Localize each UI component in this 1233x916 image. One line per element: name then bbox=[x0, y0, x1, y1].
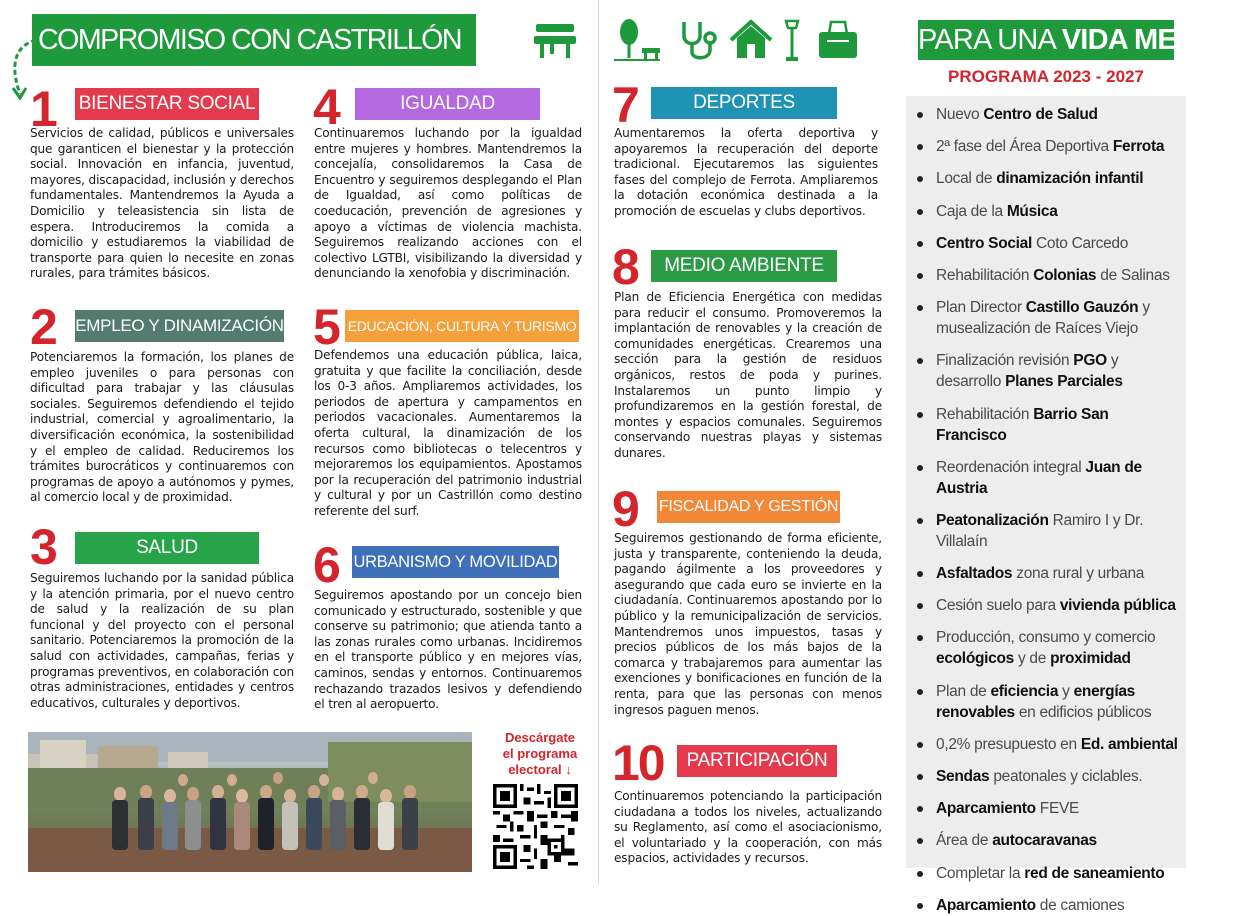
qr-code[interactable] bbox=[493, 784, 578, 869]
ballot-box-icon bbox=[815, 18, 861, 62]
tree-icon bbox=[612, 18, 662, 62]
section-title-deportes: DEPORTES bbox=[651, 87, 837, 119]
section-title-bienestar: BIENESTAR SOCIAL bbox=[75, 88, 259, 120]
right-subtitle: PROGRAMA 2023 - 2027 bbox=[948, 67, 1144, 86]
section-text-participacion: Continuaremos potenciando la participación ciudadana a todos los niveles, actualizando su Reglamento, así como el asociacionismo, el voluntariado y la cooperación, con más espacios, actividades y recursos. bbox=[614, 789, 882, 866]
program-list-item bbox=[914, 201, 1178, 222]
program-item-highlight: Música bbox=[1006, 202, 1058, 220]
section-text-educacion: Defendemos una educación pública, laica, gratuita y que facilite la conciliación, desde los 0-3 años. Ampliaremos actividades, los periodos de apertura y campamentos en periodos vacacionales. Aumentaremos la oferta cultural, la dinamización de los recursos como bibliotecas o telecentros y mejoraremos los equipamientos. Apostamos por la recuperación del patrimonio industrial y cultural y por un Castrillón como destino referente del surf. bbox=[314, 348, 582, 518]
program-item-highlight: Ferrota bbox=[1112, 138, 1165, 156]
section-title-salud: SALUD bbox=[75, 532, 259, 564]
program-list-item bbox=[914, 168, 1178, 189]
program-item-highlight: Juan de Austria bbox=[936, 458, 1142, 497]
program-list-item bbox=[914, 830, 1178, 851]
section-number: 2 bbox=[30, 299, 56, 355]
download-line: Descárgate bbox=[504, 730, 576, 745]
section-number: 8 bbox=[612, 239, 638, 295]
program-item-text: en edificios públicos bbox=[1014, 703, 1152, 721]
program-item-text: Finalización revisión bbox=[936, 352, 1074, 370]
program-item-highlight: Colonias bbox=[1033, 266, 1097, 284]
page-title: COMPROMISO CON CASTRILLÓN bbox=[32, 14, 476, 66]
program-item-text: y bbox=[1058, 682, 1074, 700]
program-item-text: 2ª fase del Área Deportiva bbox=[936, 138, 1113, 156]
section-title-medio: MEDIO AMBIENTE bbox=[651, 250, 837, 282]
program-list-item bbox=[914, 404, 1178, 446]
section-text-deportes: Aumentaremos la oferta deportiva y apoyaremos la recuperación del deporte tradicional. Ejecutaremos las siguientes fases del complejo de Ferrota. Ampliaremos la dotación económica destinada a la promoción de escuelas y clubs deportivos. bbox=[614, 126, 878, 218]
program-list-item bbox=[914, 457, 1178, 499]
program-item-text: Área de bbox=[936, 832, 993, 850]
program-item-text: peatonales y ciclables. bbox=[989, 768, 1143, 785]
streetlamp-icon bbox=[780, 18, 804, 62]
program-item-highlight: Peatonalización bbox=[936, 511, 1049, 529]
program-list-item bbox=[914, 863, 1178, 884]
download-line: el programa bbox=[502, 746, 578, 761]
right-title-light: PARA UNA bbox=[918, 24, 1062, 56]
section-text-empleo: Potenciaremos la formación, los planes de empleo juveniles o para personas con dificultad para trabajar y las cláusulas sociales. Seguiremos defendiendo el tejido industrial, comercial y agroalimentario, la diversificación económica, la sostenibilidad y el empleo de calidad. Reduciremos los trámites burocráticos y continuaremos con programas de apoyo a autónomos y pymes, al comercio local y de proximidad. bbox=[30, 350, 294, 505]
program-list bbox=[906, 96, 1186, 916]
section-title-fiscalidad: FISCALIDAD Y GESTIÓN bbox=[657, 491, 840, 523]
download-line-text: electoral bbox=[508, 762, 562, 777]
program-item-highlight: Barrio San Francisco bbox=[936, 405, 1109, 444]
program-item-highlight: ecológicos bbox=[936, 650, 1014, 668]
program-list-item bbox=[914, 563, 1178, 584]
program-item-text: y musealización de Raíces Viejo bbox=[936, 299, 1150, 338]
program-item-highlight: Ed. ambiental bbox=[1080, 735, 1178, 753]
program-item-text: Coto Carcedo bbox=[1032, 234, 1129, 252]
section-title-empleo: EMPLEO Y DINAMIZACIÓN bbox=[75, 310, 284, 342]
download-line bbox=[492, 762, 588, 778]
program-item-text: y desarrollo bbox=[936, 352, 1119, 391]
program-list-item bbox=[914, 265, 1178, 286]
program-item-text: Rehabilitación bbox=[936, 266, 1034, 284]
section-text-bienestar: Servicios de calidad, públicos e universales que garanticen el bienestar y la protección social. Innovación en infancia, juventud, mayores, discapacidad, inclusión y derechos fundamentales. Mantendremos la Ayuda a Domicilio y teleasistencia sin lista de espera. Introduciremos la comida a domicilio y estudiaremos la viabilidad de transporte para quien lo necesite en zonas rurales, para trámites básicos. bbox=[30, 126, 294, 281]
section-title-educacion: EDUCACIÓN, CULTURA Y TURISMO bbox=[345, 310, 579, 342]
group-photo bbox=[28, 732, 472, 872]
section-number: 7 bbox=[612, 77, 638, 133]
program-list-panel bbox=[906, 96, 1186, 914]
program-item-text: Producción, consumo y comercio bbox=[936, 629, 1156, 647]
program-item-highlight: red de saneamiento bbox=[1024, 864, 1165, 882]
program-list-item bbox=[914, 104, 1178, 125]
section-number: 6 bbox=[313, 537, 339, 593]
program-list-item bbox=[914, 510, 1178, 552]
program-list-item bbox=[914, 895, 1178, 916]
program-list-item bbox=[914, 627, 1178, 669]
fold-divider bbox=[598, 0, 599, 885]
program-item-highlight: Centro de Salud bbox=[983, 106, 1098, 123]
program-item-text: Completar la bbox=[936, 864, 1025, 882]
program-item-text: Nuevo bbox=[936, 106, 984, 123]
program-item-text: Plan de bbox=[936, 682, 991, 700]
section-number: 1 bbox=[30, 81, 56, 137]
program-list-item bbox=[914, 766, 1178, 787]
program-item-text: Ramiro I y Dr. Villalaín bbox=[936, 511, 1144, 550]
program-list-item bbox=[914, 233, 1178, 254]
right-title bbox=[918, 20, 1233, 60]
program-item-text: Caja de la bbox=[936, 202, 1007, 220]
program-item-highlight: proximidad bbox=[1050, 650, 1131, 668]
section-number: 10 bbox=[612, 735, 664, 791]
section-text-medio: Plan de Eficiencia Energética con medidas para reducir el consumo. Promoveremos la implantación de renovables y la creación de comunidades energéticas. Crearemos una sección para la gestión de residuos orgánicos, restos de poda y purines. Instalaremos un punto limpio y profundizaremos en la gestión forestal, de montes y espacios comunales. Seguiremos conservando nuestras playas y sistemas dunares. bbox=[614, 290, 882, 460]
section-number: 9 bbox=[612, 481, 638, 537]
program-item-highlight: Centro Social bbox=[936, 234, 1033, 252]
arrow-down-icon: ↓ bbox=[565, 762, 572, 777]
section-number: 5 bbox=[313, 299, 339, 355]
program-list-item bbox=[914, 297, 1178, 339]
program-item-highlight: eficiencia bbox=[990, 682, 1059, 700]
program-item-highlight: Castillo Gauzón bbox=[1025, 299, 1139, 317]
program-item-text: de Salinas bbox=[1096, 266, 1170, 284]
program-item-highlight: vivienda pública bbox=[1059, 597, 1176, 615]
right-title-bold: VIDA MEJOR bbox=[1061, 24, 1233, 56]
section-number: 3 bbox=[30, 519, 56, 575]
program-item-highlight: Asfaltados bbox=[936, 565, 1013, 583]
stethoscope-icon bbox=[676, 18, 720, 62]
program-item-highlight: dinamización infantil bbox=[996, 170, 1144, 188]
program-item-text: Cesión suelo para bbox=[936, 597, 1060, 615]
program-item-text: 0,2% presupuesto en bbox=[936, 735, 1081, 753]
section-text-salud: Seguiremos luchando por la sanidad pública y la atención primaria, por el nuevo centro de salud y la realización de su plan funcional y del proyecto con el personal sanitario. Potenciaremos la promoción de la salud con actividades, campañas, ferias y programas preventivos, en colaboración con otras administraciones, entidades y centros educativos, culturales y deportivos. bbox=[30, 571, 294, 710]
bench-icon bbox=[532, 18, 578, 62]
program-item-text: de camiones bbox=[1035, 896, 1125, 914]
program-list-item bbox=[914, 798, 1178, 819]
program-item-text: FEVE bbox=[1035, 800, 1080, 818]
section-number: 4 bbox=[313, 79, 339, 135]
program-list-item bbox=[914, 595, 1178, 616]
program-list-item bbox=[914, 136, 1178, 157]
download-label bbox=[492, 730, 588, 778]
program-item-highlight: Aparcamiento bbox=[936, 896, 1036, 914]
program-item-highlight: Aparcamiento bbox=[936, 800, 1036, 818]
program-item-text: Local de bbox=[936, 170, 997, 188]
section-title-urbanismo: URBANISMO Y MOVILIDAD bbox=[352, 546, 559, 578]
section-text-igualdad: Continuaremos luchando por la igualdad entre mujeres y hombres. Mantendremos la concejalía, consolidaremos la Casa de Encuentro y seguiremos desplegando el Plan de Igualdad, así como políticas de coeducación, prevención de agresiones y apoyo a víctimas de violencia machista. Seguiremos realizando acciones con el colectivo LGTBI, visibilizando la diversidad y denunciando la xenofobia y discriminación. bbox=[314, 126, 582, 281]
program-item-highlight: Planes Parciales bbox=[1005, 373, 1123, 391]
program-item-highlight: PGO bbox=[1073, 352, 1107, 370]
program-list-item bbox=[914, 350, 1178, 392]
program-item-text: y de bbox=[1013, 650, 1051, 668]
section-text-urbanismo: Seguiremos apostando por un concejo bien comunicado y estructurado, sostenible y que conserve su patrimonio; que atienda tanto a las zonas rurales como urbanas. Incidiremos en el transporte público y en mejores vías, caminos, sendas y entornos. Continuaremos rechazando trazados lesivos y defendiendo el tren al aeropuerto. bbox=[314, 588, 582, 712]
program-list-item bbox=[914, 681, 1178, 723]
program-item-highlight: Sendas bbox=[936, 768, 990, 785]
program-item-highlight: autocaravanas bbox=[992, 832, 1097, 850]
program-item-text: Plan Director bbox=[936, 299, 1026, 317]
section-title-igualdad: IGUALDAD bbox=[355, 88, 540, 120]
program-item-text: Reordenación integral bbox=[936, 458, 1086, 476]
house-icon bbox=[728, 18, 774, 62]
program-item-text: Rehabilitación bbox=[936, 405, 1034, 423]
program-list-item bbox=[914, 734, 1178, 755]
program-item-text: zona rural y urbana bbox=[1012, 565, 1145, 583]
section-text-fiscalidad: Seguiremos gestionando de forma eficiente, justa y transparente, conteniendo la deuda, pagando ágilmente a los proveedores y asegurando que cada euro se invierte en la ciudadanía. Continuaremos apostando por lo público y la remunicipalización de servicios. Mantendremos unos impuestos, tasas y precios públicos de los más bajos de la comarca y trabajaremos para aumentar las exenciones y bonificaciones en función de la renta, para que las personas con menos ingresos paguen menos. bbox=[614, 531, 882, 717]
section-title-participacion: PARTICIPACIÓN bbox=[677, 745, 837, 777]
program-item-highlight: energías renovables bbox=[936, 682, 1135, 721]
